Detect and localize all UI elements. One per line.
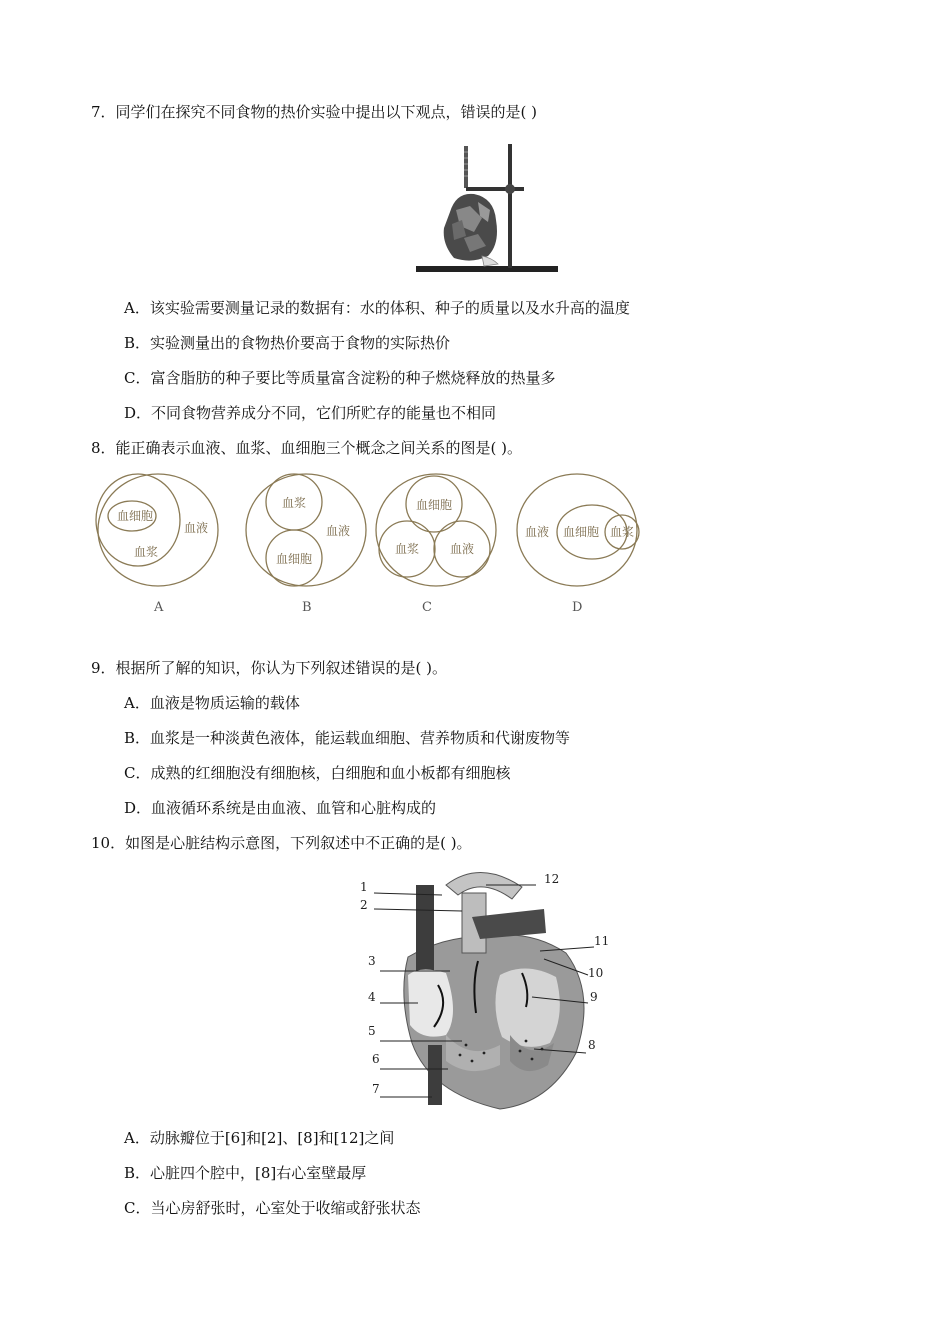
venn-d-label-middle: 血细胞 [563, 525, 600, 539]
venn-c-label-top: 血细胞 [416, 498, 453, 512]
venn-a-letter: A [154, 600, 164, 615]
q10-option-c: C．当心房舒张时，心室处于收缩或舒张状态 [124, 1199, 421, 1217]
venn-d-label-outer: 血液 [525, 525, 550, 539]
q7-option-b: B．实验测量出的食物热价要高于食物的实际热价 [124, 334, 451, 352]
q10-option-b: B．心脏四个腔中，[8]右心室壁最厚 [124, 1164, 367, 1182]
q9-option-c: C．成熟的红细胞没有细胞核，白细胞和血小板都有细胞核 [124, 764, 511, 782]
q8-stem: 8．能正确表示血液、血浆、血细胞三个概念之间关系的图是( )。 [91, 439, 523, 457]
heart-label-11: 11 [594, 934, 610, 948]
venn-d-letter: D [572, 600, 583, 615]
venn-b-letter: B [302, 600, 312, 615]
heart-label-5: 5 [368, 1024, 376, 1038]
q9-option-a: A．血液是物质运输的载体 [124, 694, 300, 712]
heart-label-1: 1 [360, 880, 368, 894]
q7-option-d: D．不同食物营养成分不同，它们所贮存的能量也不相同 [124, 404, 497, 422]
venn-b-label-outer: 血液 [326, 524, 351, 538]
q10-option-a: A．动脉瓣位于[6]和[2]、[8]和[12]之间 [124, 1129, 395, 1147]
heart-structure-figure [350, 865, 620, 1115]
q7-option-a: A．该实验需要测量记录的数据有：水的体积、种子的质量以及水升高的温度 [124, 299, 630, 317]
heart-label-6: 6 [372, 1052, 380, 1066]
venn-a-label-inner: 血细胞 [117, 509, 154, 523]
venn-c-label-right: 血液 [450, 542, 475, 556]
venn-a-label-outer: 血液 [184, 521, 209, 535]
venn-a-label-middle: 血浆 [134, 545, 159, 559]
heart-label-8: 8 [588, 1038, 596, 1052]
heart-label-12: 12 [544, 872, 560, 886]
heart-label-4: 4 [368, 990, 376, 1004]
heart-label-3: 3 [368, 954, 376, 968]
venn-b-label-top: 血浆 [282, 496, 307, 510]
venn-b-label-bottom: 血细胞 [276, 552, 313, 566]
q7-option-c: C．富含脂肪的种子要比等质量富含淀粉的种子燃烧释放的热量多 [124, 369, 556, 387]
heart-label-10: 10 [588, 966, 604, 980]
venn-c-letter: C [422, 600, 432, 615]
q10-stem: 10．如图是心脏结构示意图，下列叙述中不正确的是( )。 [91, 834, 472, 852]
heart-label-2: 2 [360, 898, 368, 912]
heart-label-7: 7 [372, 1082, 380, 1096]
q7-stem: 7．同学们在探究不同食物的热价实验中提出以下观点，错误的是( ) [91, 103, 538, 121]
venn-d-label-inner: 血浆 [610, 525, 635, 539]
q8-venn-diagrams [80, 468, 660, 628]
q9-stem: 9．根据所了解的知识，你认为下列叙述错误的是( )。 [91, 659, 448, 677]
q9-option-b: B．血浆是一种淡黄色液体，能运载血细胞、营养物质和代谢废物等 [124, 729, 571, 747]
burning-food-apparatus-figure [412, 140, 562, 276]
venn-c-label-left: 血浆 [395, 542, 420, 556]
heart-label-9: 9 [590, 990, 598, 1004]
q9-option-d: D．血液循环系统是由血液、血管和心脏构成的 [124, 799, 437, 817]
